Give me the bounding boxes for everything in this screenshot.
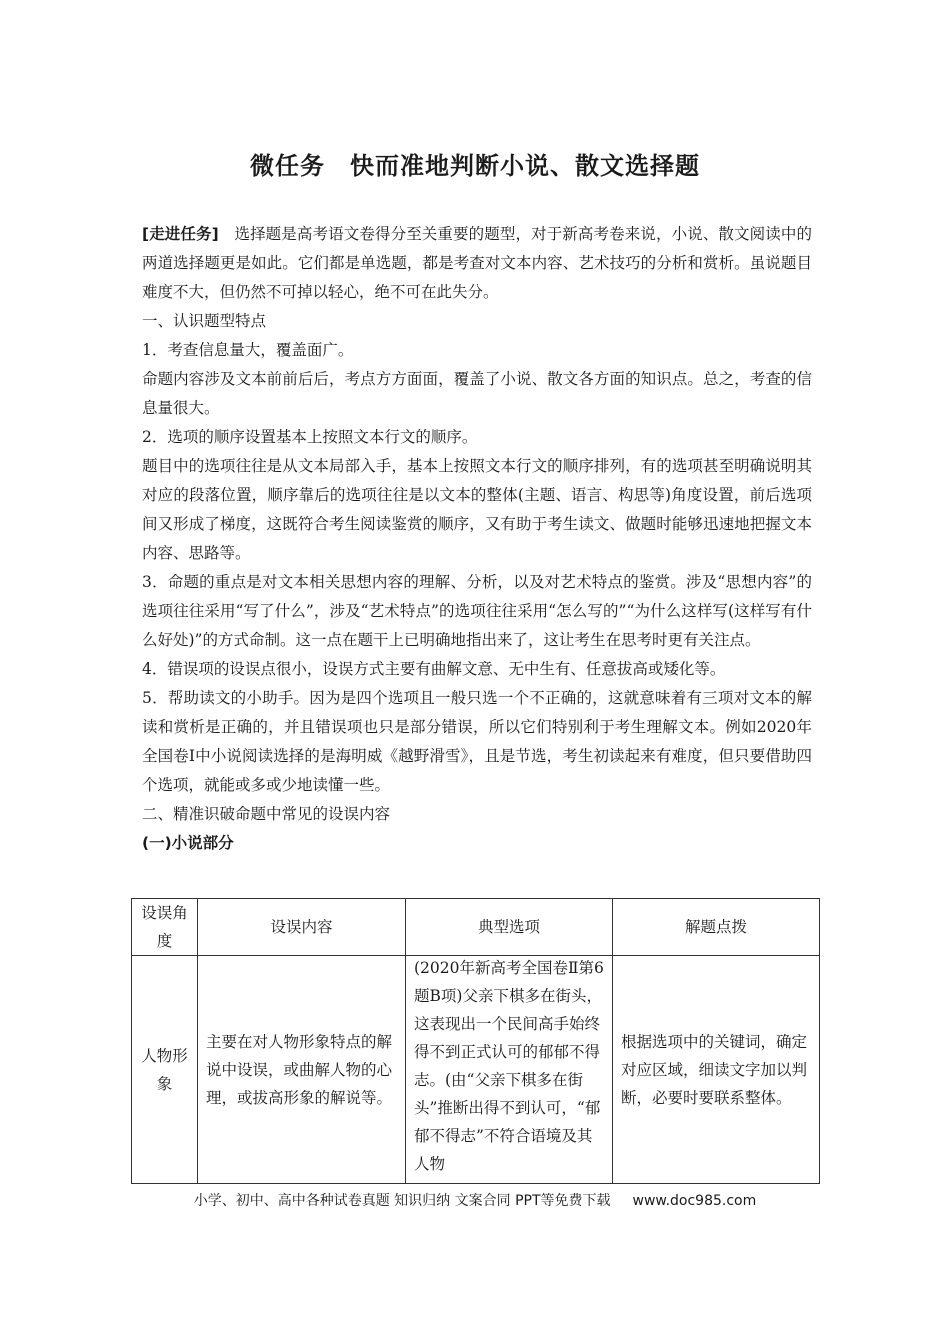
cell-angle: 人物形象: [132, 956, 198, 1184]
error-types-table: [131, 898, 820, 1184]
footer-text: 小学、初中、高中各种试卷真题 知识归纳 文案合同 PPT等免费下载: [193, 1193, 611, 1209]
header-content: 设误内容: [198, 899, 406, 956]
item-1-head: 1．考查信息量大，覆盖面广。: [142, 341, 354, 359]
item-2-body: 题目中的选项往往是从文本局部入手，基本上按照文本行文的顺序排列，有的选项甚至明确说明其对应的段落位置，顺序靠后的选项往往是以文本的整体(主题、语言、构思等)角度设置，前后选项间又形成了梯度，这既符合考生阅读鉴赏的顺序，又有助于考生读文、做题时能够迅速地把握文本内容、思路等。: [142, 457, 812, 562]
header-example: 典型选项: [406, 899, 613, 956]
cell-tip: 根据选项中的关键词，确定对应区域，细读文字加以判断，必要时要联系整体。: [613, 956, 820, 1184]
item-1-body: 命题内容涉及文本前前后后，考点方方面面，覆盖了小说、散文各方面的知识点。总之，考查的信息量很大。: [142, 370, 812, 417]
header-angle: 设误角度: [132, 899, 198, 956]
section-heading-2: 二、精准识破命题中常见的设误内容: [142, 805, 391, 823]
table-row: [132, 956, 820, 1184]
item-2-head: 2．选项的顺序设置基本上按照文本行文的顺序。: [142, 428, 478, 446]
intro-tag: [走进任务]: [142, 225, 219, 243]
cell-example: [406, 956, 613, 1184]
cell-content: 主要在对人物形象特点的解说中设误，或曲解人物的心理，或拔高形象的解说等。: [198, 956, 406, 1184]
page-title: 微任务 快而准地判断小说、散文选择题: [250, 152, 700, 180]
subsection-heading: (一)小说部分: [142, 834, 234, 852]
item-5-head: 5．帮助读文的小助手。因为是四个选项且一般只选一个不正确的，这就意味着有三项对文本的解读和赏析是正确的，并且错误项也只是部分错误，所以它们特别利于考生理解文本。例如2020年全国卷Ⅰ中小说阅读选择的是海明威《越野滑雪》，且是节选，考生初读起来有难度，但只要借助四个选项，就能或多或少地读懂一些。: [142, 689, 812, 794]
intro-paragraph: [142, 220, 812, 307]
table-header-row: [132, 899, 820, 956]
header-tip: 解题点拨: [613, 899, 820, 956]
item-4-head: 4．错误项的设误点很小，设误方式主要有曲解文意、无中生有、任意拔高或矮化等。: [142, 660, 726, 678]
cell-example-text: (2020年新高考全国卷Ⅱ第6题B项)父亲下棋多在街头，这表现出一个民间高手始终得不到正式认可的郁郁不得志。(由“父亲下棋多在街头”推断出得不到认可，“郁郁不得志”不符合语境及其人物: [414, 959, 604, 1173]
document-body: [142, 220, 812, 858]
footer-url[interactable]: www.doc985.com: [632, 1193, 757, 1209]
section-heading-1: 一、认识题型特点: [142, 312, 267, 330]
item-3-head: 3．命题的重点是对文本相关思想内容的理解、分析，以及对艺术特点的鉴赏。涉及“思想内容”的选项往往采用“写了什么”，涉及“艺术特点”的选项往往采用“怎么写的”“为什么这样写(这样写有什么好处)”的方式命制。这一点在题干上已明确地指出来了，这让考生在思考时更有关注点。: [142, 573, 812, 649]
intro-text: 选择题是高考语文卷得分至关重要的题型，对于新高考卷来说，小说、散文阅读中的两道选择题更是如此。它们都是单选题，都是考查对文本内容、艺术技巧的分析和赏析。虽说题目难度不大，但仍然不可掉以轻心，绝不可在此失分。: [142, 225, 812, 301]
page-footer: [0, 1190, 950, 1210]
